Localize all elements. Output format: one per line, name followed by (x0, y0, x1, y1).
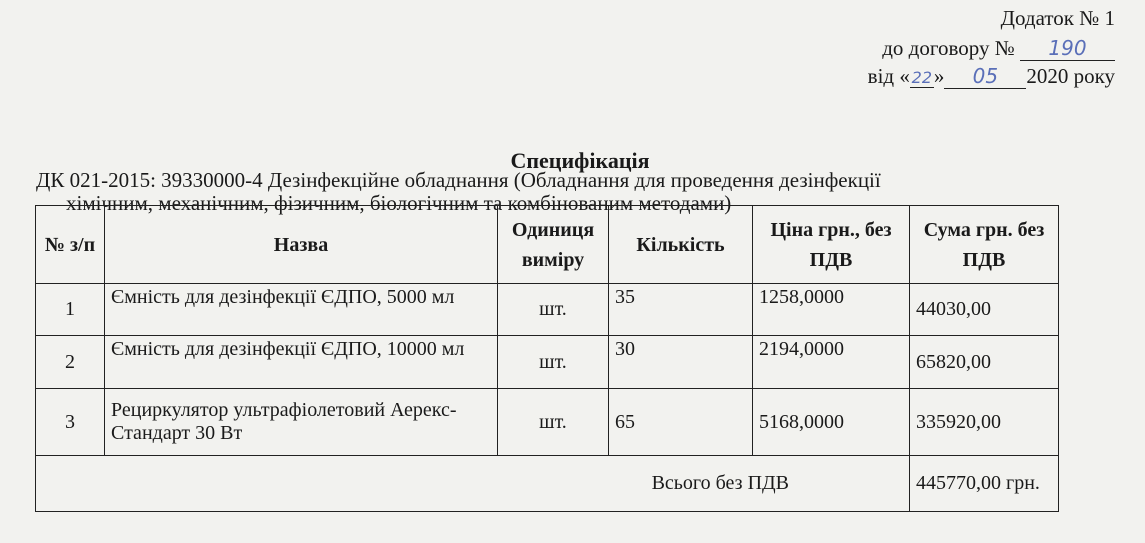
row-price: 1258,0000 (753, 284, 910, 336)
row-quantity: 65 (609, 389, 753, 456)
date-mid: » (933, 64, 945, 88)
row-price: 5168,0000 (753, 389, 910, 456)
subtitle-line-1: ДК 021-2015: 39330000-4 Дезінфекційне обладнання (Обладнання для проведення дезінфекції (36, 168, 881, 192)
row-sum: 65820,00 (910, 336, 1059, 389)
header-sum: Сума грн. без ПДВ (910, 206, 1059, 284)
row-number: 1 (36, 284, 105, 336)
total-label: Всього без ПДВ (36, 456, 910, 512)
contract-number-line (882, 36, 1115, 61)
row-price: 2194,0000 (753, 336, 910, 389)
document-title: Специфікація (510, 148, 650, 173)
table-header-row (36, 206, 1059, 284)
row-number: 2 (36, 336, 105, 389)
header-unit: Одиниця виміру (498, 206, 609, 284)
row-quantity: 35 (609, 284, 753, 336)
contract-number: 190 (1020, 36, 1115, 61)
contract-date-line (868, 64, 1115, 89)
table-row (36, 336, 1059, 389)
total-value: 445770,00 грн. (910, 456, 1059, 512)
row-name: Рециркулятор ультрафіолетовий Аерекс-Стандарт 30 Вт (105, 389, 498, 456)
row-name: Ємність для дезінфекції ЄДПО, 10000 мл (105, 336, 498, 389)
date-day: 22 (911, 68, 933, 87)
contract-prefix: до договору № (882, 36, 1015, 60)
header-number: № з/п (36, 206, 105, 284)
row-unit: шт. (498, 389, 609, 456)
row-number: 3 (36, 389, 105, 456)
row-unit: шт. (498, 284, 609, 336)
appendix-label: Додаток № 1 (1000, 6, 1115, 30)
table-row (36, 389, 1059, 456)
row-sum: 335920,00 (910, 389, 1059, 456)
header-quantity: Кількість (609, 206, 753, 284)
date-prefix: від « (867, 64, 910, 88)
specification-table (35, 205, 1059, 512)
table-row (36, 284, 1059, 336)
date-suffix: 2020 року (1026, 64, 1115, 88)
row-unit: шт. (498, 336, 609, 389)
total-row (36, 456, 1059, 512)
row-sum: 44030,00 (910, 284, 1059, 336)
row-name: Ємність для дезінфекції ЄДПО, 5000 мл (105, 284, 498, 336)
row-quantity: 30 (609, 336, 753, 389)
subtitle-line-2: хімічним, механічним, фізичним, біологічним та комбінованим методами) (66, 191, 732, 215)
header-name: Назва (105, 206, 498, 284)
date-month: 05 (944, 64, 1026, 89)
header-price: Ціна грн., без ПДВ (753, 206, 910, 284)
